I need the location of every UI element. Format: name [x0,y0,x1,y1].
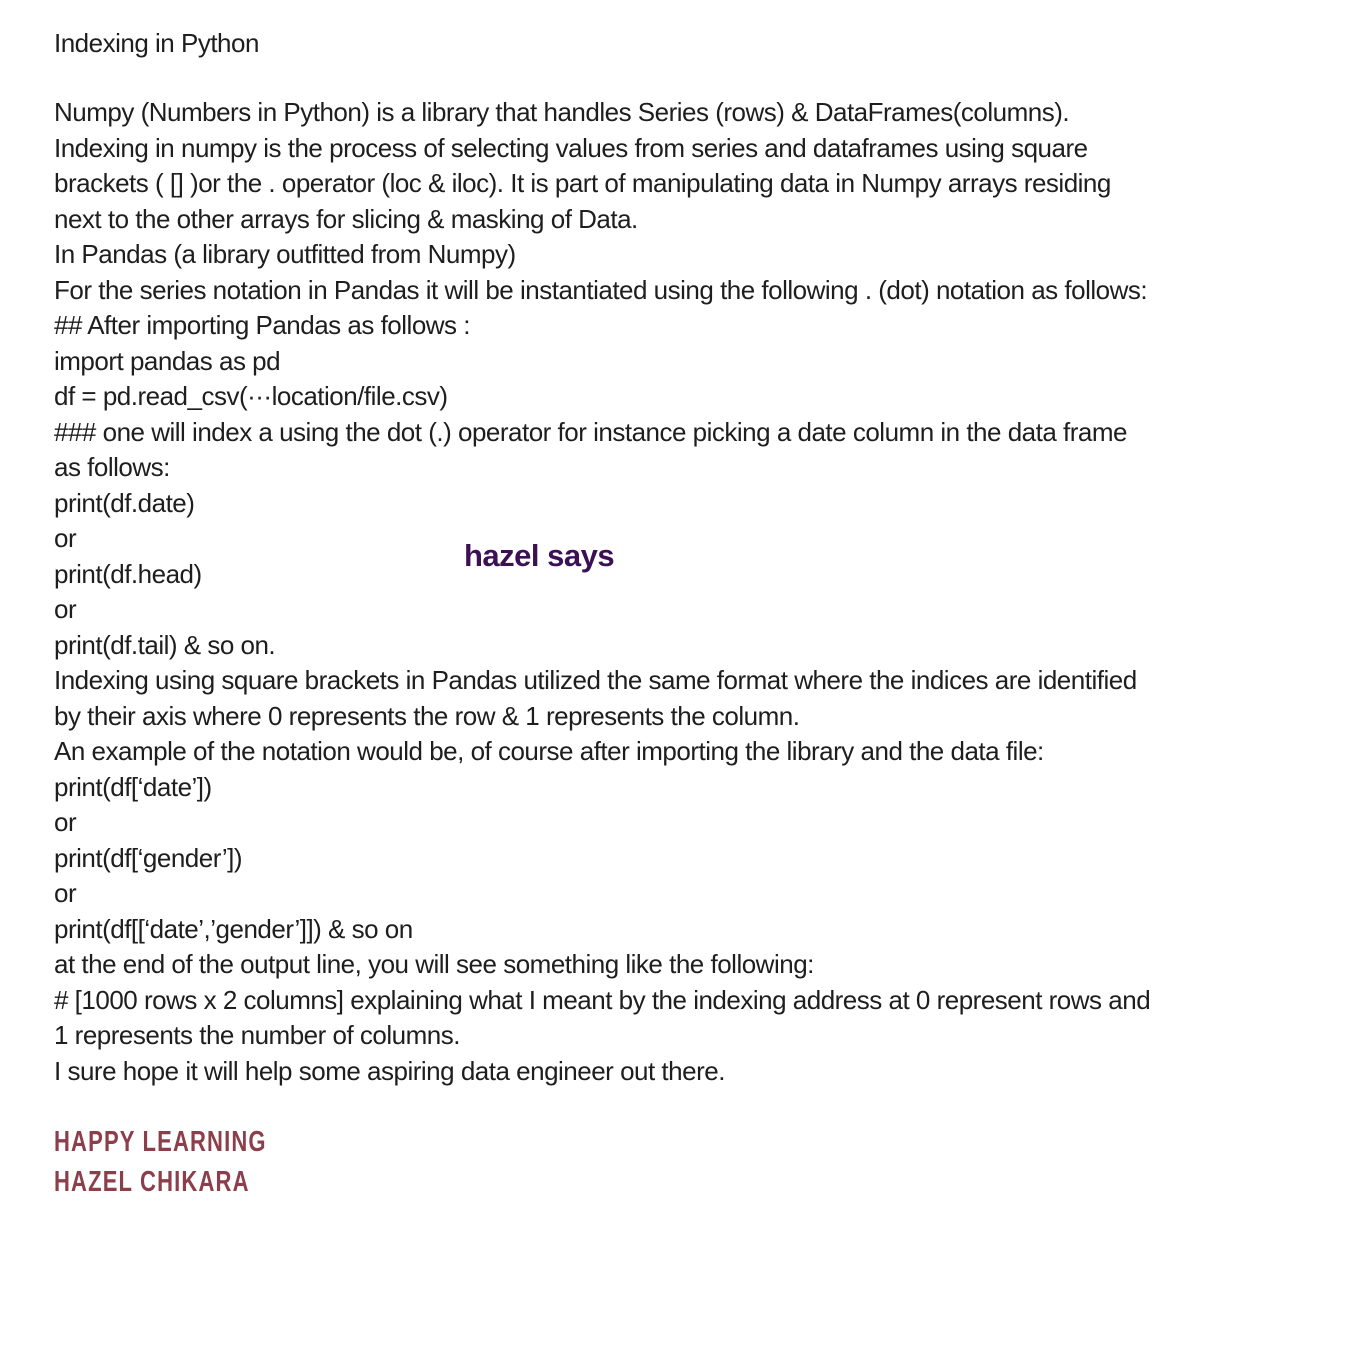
text-line: ## After importing Pandas as follows : [54,310,471,340]
text-line: Numpy (Numbers in Python) is a library that handles Series (rows) & DataFrames(columns). [54,97,1070,127]
footer-author-name: HAZEL CHIKARA [54,1166,250,1198]
text-line: print(df[‘date’]) [54,771,212,802]
text-line: at the end of the output line, you will see something like the following: [54,949,814,979]
text-line: Indexing in numpy is the process of selecting values from series and dataframes using square [54,132,1088,163]
footer-happy-learning: HAPPY LEARNING [54,1126,267,1158]
text-line: # [1000 rows x 2 columns] explaining what I meant by the indexing address at 0 represent rows and [54,984,1151,1015]
text-line: ### one will index a using the dot (.) operator for instance picking a date column in the data frame [54,416,1127,447]
text-line: print(df.head) [54,558,202,589]
text-line: In Pandas (a library outfitted from Numpy) [54,239,516,269]
text-line: as follows: [54,452,170,482]
text-line: import pandas as pd [54,345,281,376]
text-line: or [54,594,77,624]
text-line: print(df[[‘date’,’gender’]]) & so on [54,913,413,944]
footer-signature [54,1122,334,1202]
text-line: I sure hope it will help some aspiring data engineer out there. [54,1055,725,1086]
watermark-hazel-says: hazel says [464,538,615,573]
text-line: 1 represents the number of columns. [54,1020,460,1050]
page-title: Indexing in Python [54,28,259,58]
text-line: brackets ( [] )or the . operator (loc & iloc). It is part of manipulating data in Numpy arrays residing [54,168,1111,198]
text-line: or [54,523,77,553]
text-line: df = pd.read_csv(···location/file.csv) [54,381,448,411]
text-line: or [54,807,77,837]
text-line: next to the other arrays for slicing & masking of Data. [54,203,638,234]
text-line: An example of the notation would be, of course after importing the library and the data file: [54,736,1044,766]
text-line: print(df[‘gender’]) [54,842,243,873]
text-line: print(df.date) [54,487,195,518]
text-line: For the series notation in Pandas it will be instantiated using the following . (dot) notation as follows: [54,274,1148,305]
text-line: by their axis where 0 represents the row & 1 represents the column. [54,700,800,731]
text-line: or [54,878,77,908]
text-line: Indexing using square brackets in Pandas utilized the same format where the indices are identified [54,665,1137,695]
article-body [54,95,1150,1089]
text-line: print(df.tail) & so on. [54,629,276,660]
